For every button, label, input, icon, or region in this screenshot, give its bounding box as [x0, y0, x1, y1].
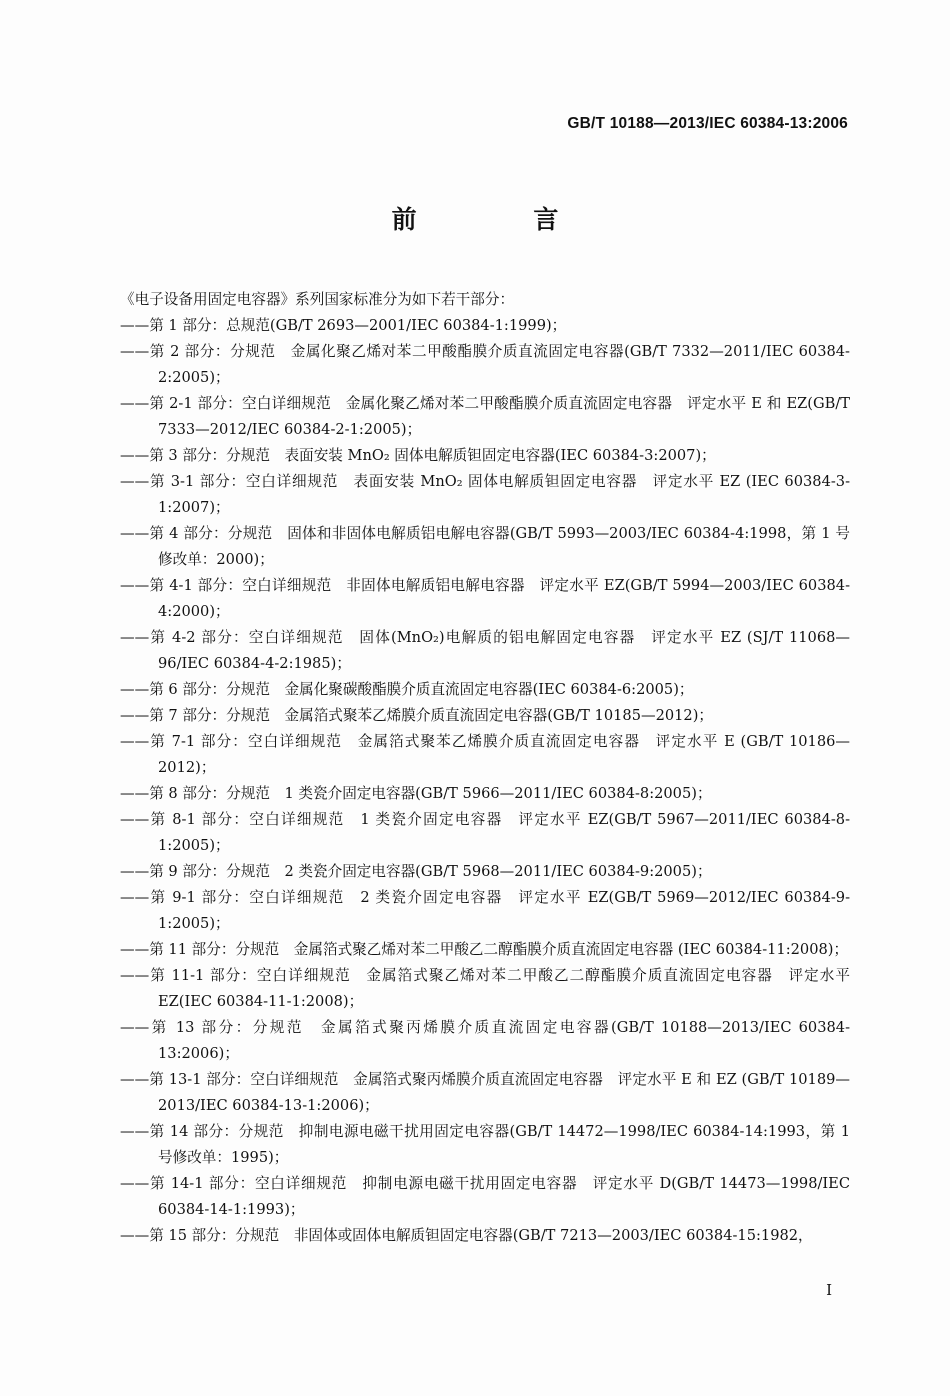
list-item: ——第 8 部分：分规范 1 类瓷介固定电容器(GB/T 5966—2011/IEC 60384-8:2005)；	[120, 785, 712, 802]
list-item: ——第 9 部分：分规范 2 类瓷介固定电容器(GB/T 5968—2011/IEC 60384-9:2005)；	[120, 863, 712, 880]
list-item: ——第 8-1 部分：空白详细规范 1 类瓷介固定电容器 评定水平 EZ(GB/T 5967—2011/IEC 60384-8-1:2005)；	[120, 811, 850, 854]
list-item: ——第 9-1 部分：空白详细规范 2 类瓷介固定电容器 评定水平 EZ(GB/T 5969—2012/IEC 60384-9-1:2005)；	[120, 889, 850, 932]
list-item: ——第 4-1 部分：空白详细规范 非固体电解质铝电解电容器 评定水平 EZ(GB/T 5994—2003/IEC 60384-4:2000)；	[120, 577, 850, 620]
document-body	[120, 287, 850, 1249]
page-number: I	[826, 1281, 832, 1299]
list-item: ——第 3 部分：分规范 表面安装 MnO₂ 固体电解质钽固定电容器(IEC 60384-3:2007)；	[120, 447, 716, 464]
list-item: ——第 15 部分：分规范 非固体或固体电解质钽固定电容器(GB/T 7213—2003/IEC 60384-15:1982，	[120, 1227, 813, 1244]
list-item: ——第 14-1 部分：空白详细规范 抑制电源电磁干扰用固定电容器 评定水平 D(GB/T 14473—1998/IEC 60384-14-1:1993)；	[120, 1175, 850, 1218]
list-item: ——第 2 部分：分规范 金属化聚乙烯对苯二甲酸酯膜介质直流固定电容器(GB/T 7332—2011/IEC 60384-2:2005)；	[120, 343, 850, 386]
list-item: ——第 13 部分：分规范 金属箔式聚丙烯膜介质直流固定电容器(GB/T 10188—2013/IEC 60384-13:2006)；	[120, 1019, 850, 1062]
list-item: ——第 4-2 部分：空白详细规范 固体(MnO₂)电解质的铝电解固定电容器 评定水平 EZ (SJ/T 11068—96/IEC 60384-4-2:1985)；	[120, 629, 850, 672]
list-item: ——第 11 部分：分规范 金属箔式聚乙烯对苯二甲酸乙二醇酯膜介质直流固定电容器 (IEC 60384-11:2008)；	[120, 941, 849, 958]
list-item: ——第 11-1 部分：空白详细规范 金属箔式聚乙烯对苯二甲酸乙二醇酯膜介质直流固定电容器 评定水平 EZ(IEC 60384-11-1:2008)；	[120, 967, 850, 1010]
intro-paragraph: 《电子设备用固定电容器》系列国家标准分为如下若干部分：	[120, 291, 515, 308]
page-title: 前 言	[391, 205, 613, 234]
list-item: ——第 1 部分：总规范(GB/T 2693—2001/IEC 60384-1:1999)；	[120, 317, 567, 334]
list-item: ——第 7-1 部分：空白详细规范 金属箔式聚苯乙烯膜介质直流固定电容器 评定水平 E (GB/T 10186—2012)；	[120, 733, 850, 776]
list-item: ——第 14 部分：分规范 抑制电源电磁干扰用固定电容器(GB/T 14472—1998/IEC 60384-14:1993，第 1 号修改单：1995)；	[120, 1123, 850, 1166]
standard-code-header: GB/T 10188—2013/IEC 60384-13:2006	[567, 115, 848, 132]
list-item: ——第 13-1 部分：空白详细规范 金属箔式聚丙烯膜介质直流固定电容器 评定水平 E 和 EZ (GB/T 10189—2013/IEC 60384-13-1:2006)；	[120, 1071, 850, 1114]
list-item: ——第 3-1 部分：空白详细规范 表面安装 MnO₂ 固体电解质钽固定电容器 评定水平 EZ (IEC 60384-3-1:2007)；	[120, 473, 850, 516]
list-item: ——第 4 部分：分规范 固体和非固体电解质铝电解电容器(GB/T 5993—2003/IEC 60384-4:1998，第 1 号修改单：2000)；	[120, 525, 850, 568]
list-item: ——第 7 部分：分规范 金属箔式聚苯乙烯膜介质直流固定电容器(GB/T 10185—2012)；	[120, 707, 714, 724]
list-item: ——第 6 部分：分规范 金属化聚碳酸酯膜介质直流固定电容器(IEC 60384-6:2005)；	[120, 681, 694, 698]
list-item: ——第 2-1 部分：空白详细规范 金属化聚乙烯对苯二甲酸酯膜介质直流固定电容器 评定水平 E 和 EZ(GB/T 7333—2012/IEC 60384-2-1:2005)；	[120, 395, 850, 438]
